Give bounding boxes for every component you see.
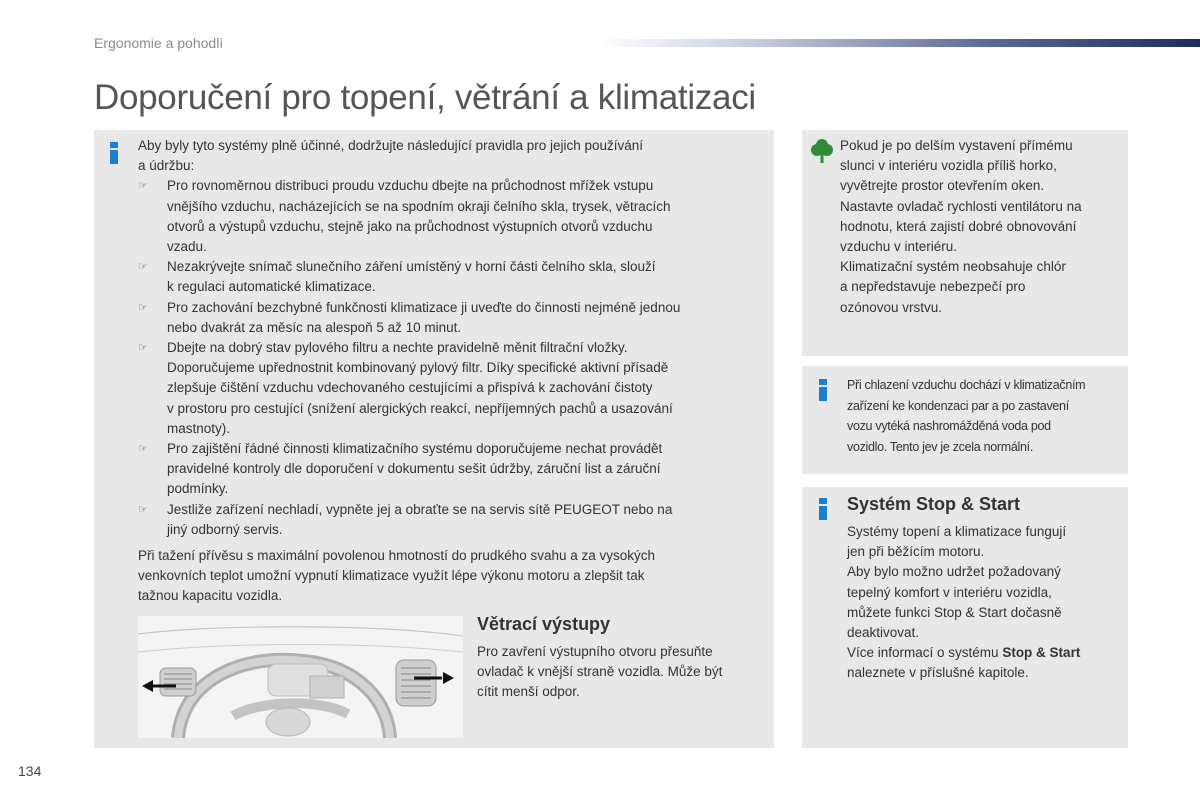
eco-tip-box	[802, 130, 1128, 356]
stop-start-more-suffix: naleznete v příslušné kapitole.	[847, 665, 1029, 681]
paragraph-line: cítit menší odpor.	[477, 684, 580, 700]
info-icon	[818, 379, 828, 401]
pointing-hand-icon: ☞	[138, 503, 148, 516]
vents-text	[477, 642, 767, 703]
section-label: Ergonomie a pohodlí	[94, 35, 224, 51]
list-item	[138, 500, 768, 540]
paragraph-line: Systémy topení a klimatizace fungují	[847, 524, 1067, 539]
condensation-box	[802, 366, 1128, 474]
paragraph-line: tepelný komfort v interiéru vozidla,	[847, 584, 1052, 600]
paragraph-line: Pokud je po delším vystavení přímému	[840, 138, 1073, 153]
list-item	[138, 298, 768, 338]
info-icon	[109, 142, 119, 164]
list-item-line: k regulaci automatické klimatizace.	[167, 279, 376, 295]
header-gradient-bar	[600, 39, 1200, 47]
list-item	[138, 338, 768, 439]
paragraph-line: Aby bylo možno udržet požadovaný	[847, 564, 1061, 580]
list-item	[138, 439, 768, 500]
paragraph-line: ovladač k vnější straně vozidla. Může být	[477, 664, 723, 680]
list-item-line: v prostoru pro cestující (snížení alergických reakcí, nepříjemných pachů a usazování	[167, 400, 673, 416]
list-item	[138, 176, 768, 257]
eco-text	[840, 136, 1125, 318]
stop-start-bold: Stop & Start	[1002, 645, 1081, 661]
stop-start-box	[802, 487, 1128, 748]
pointing-hand-icon: ☞	[138, 180, 148, 193]
paragraph-line: vozu vytéká nashromážděná voda pod	[847, 419, 1051, 433]
paragraph-line: deaktivovat.	[847, 625, 920, 641]
list-item-line: podmínky.	[167, 481, 229, 497]
paragraph-line: můžete funkci Stop & Start dočasně	[847, 604, 1062, 620]
eco-tree-icon	[811, 138, 833, 169]
paragraph-line: jen při běžícím motoru.	[847, 544, 985, 560]
paragraph-line: vyvětrejte prostor otevřením oken.	[840, 178, 1045, 194]
trailer-paragraph	[138, 546, 768, 607]
paragraph-line: vozidlo. Tento jev je zcela normální.	[847, 439, 1033, 454]
list-item-line: jiný odborný servis.	[167, 521, 283, 537]
paragraph-line: slunci v interiéru vozidla příliš horko,	[840, 158, 1057, 174]
list-item-line: Pro zajištění řádné činnosti klimatizačního systému doporučujeme nechat provádět	[167, 441, 663, 457]
pointing-hand-icon: ☞	[138, 443, 148, 456]
intro-line: Aby byly tyto systémy plně účinné, dodržujte následující pravidla pro jejich používání	[138, 138, 644, 153]
list-item-line: pravidelné kontroly dle doporučení v dokumentu sešit údržby, záruční list a záruční	[167, 461, 661, 477]
list-item	[138, 257, 768, 297]
condensation-text	[847, 375, 1125, 457]
vents-title: Větrací výstupy	[477, 614, 611, 634]
list-item-line: vzadu.	[167, 239, 207, 255]
list-item-line: otvorů a výstupů vzduchu, stejně jako na průchodnost výstupních otvorů vzduchu	[167, 218, 653, 234]
pointing-hand-icon: ☞	[138, 301, 148, 314]
main-text	[138, 136, 768, 607]
recommendation-list	[138, 176, 768, 540]
pointing-hand-icon: ☞	[138, 342, 148, 355]
list-item-line: Pro zachování bezchybné funkčnosti klimatizace ji uveďte do činnosti nejméně jednou	[167, 299, 681, 315]
pointing-hand-icon: ☞	[138, 261, 148, 274]
paragraph-line: ozónovou vrstvu.	[840, 299, 943, 315]
page-number: 134	[18, 763, 42, 779]
list-item-line: zlepšuje čištění vzduchu vdechovaného cestujícími a přispívá k zachování čistoty	[167, 380, 653, 396]
list-item-line: nebo dvakrát za měsíc na alespoň 5 až 10 minut.	[167, 319, 462, 335]
paragraph-line: Klimatizační systém neobsahuje chlór	[840, 259, 1066, 275]
paragraph-line: zařízení ke kondenzaci par a po zastavení	[847, 398, 1069, 413]
list-item-line: Jestliže zařízení nechladí, vypněte jej a obraťte se na servis sítě PEUGEOT nebo na	[167, 501, 673, 517]
paragraph-line: Nastavte ovladač rychlosti ventilátoru na	[840, 198, 1082, 214]
dashboard-vent-illustration	[138, 616, 463, 738]
paragraph-line: Pro zavření výstupního otvoru přesuňte	[477, 644, 713, 659]
paragraph-line: Při chlazení vzduchu dochází v klimatizačním	[847, 378, 1086, 392]
paragraph-line: tažnou kapacitu vozidla.	[138, 588, 283, 604]
info-icon	[818, 498, 828, 520]
intro-line: a údržbu:	[138, 158, 195, 174]
list-item-line: Pro rovnoměrnou distribuci proudu vzduchu dbejte na průchodnost mřížek vstupu	[167, 178, 654, 194]
stop-start-title: Systém Stop & Start	[847, 494, 1021, 514]
paragraph-line: venkovních teplot umožní vypnutí klimatizace využít lépe výkonu motoru a zlepšit tak	[138, 568, 645, 584]
list-item-line: mastnoty).	[167, 420, 231, 436]
paragraph-line: vzduchu v interiéru.	[840, 239, 958, 255]
stop-start-more-line: Více informací o systému Stop & Start	[847, 645, 1081, 661]
list-item-line: vnějšího vzduchu, nacházejících se na spodním okraji čelního skla, trysek, větracích	[167, 198, 671, 214]
list-item-line: Dbejte na dobrý stav pylového filtru a nechte pravidelně měnit filtrační vložky.	[167, 340, 628, 356]
paragraph-line: hodnotu, která zajistí dobré obnovování	[840, 218, 1077, 234]
stop-start-text	[847, 522, 1125, 684]
paragraph-line: a nepředstavuje nebezpečí pro	[840, 279, 1026, 295]
paragraph-line: Při tažení přívěsu s maximální povolenou hmotností do prudkého svahu a za vysokých	[138, 548, 656, 564]
page-title: Doporučení pro topení, větrání a klimatizaci	[94, 78, 756, 117]
list-item-line: Nezakrývejte snímač slunečního záření umístěný v horní části čelního skla, slouží	[167, 259, 656, 275]
list-item-line: Doporučujeme upřednostnit kombinovaný pylový filtr. Díky specifické aktivní přísadě	[167, 360, 669, 376]
